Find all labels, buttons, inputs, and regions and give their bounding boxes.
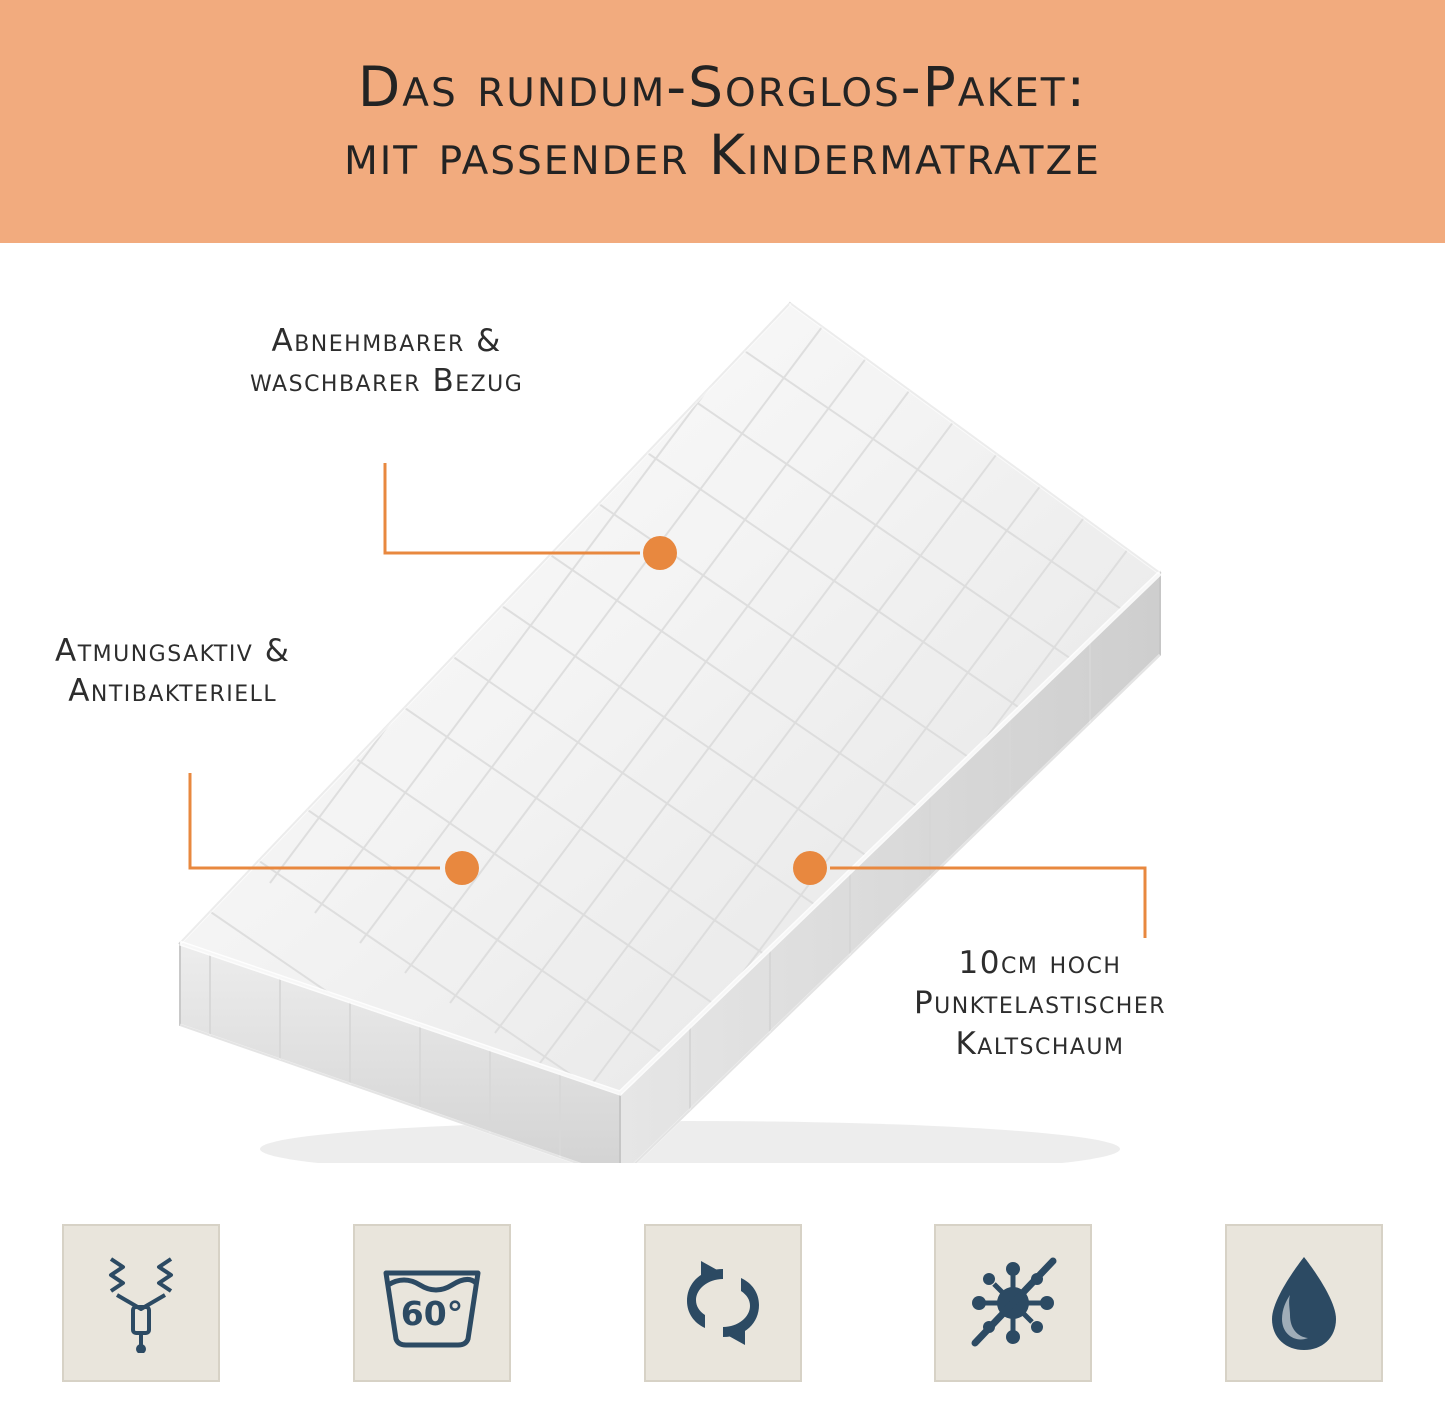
callout-foam-height-line-3: Kaltschaum [955, 1025, 1125, 1062]
breathable-circulation-icon [644, 1224, 802, 1382]
svg-text:60°: 60° [400, 1294, 463, 1333]
callout-foam-height [914, 943, 1166, 1064]
washing-60-icon [353, 1224, 511, 1382]
callout-removable-cover [250, 321, 523, 402]
callout-breathable-line-1: Atmungsaktiv & [55, 633, 291, 669]
callout-foam-height-line-1: 10cm hoch [958, 945, 1122, 981]
callout-removable-cover-line-1: Abnehmbarer & [271, 323, 502, 359]
callout-breathable [55, 631, 290, 712]
feature-icon-row [0, 1213, 1445, 1393]
product-stage [0, 243, 1445, 1411]
header-banner [0, 0, 1445, 243]
header-title-line-1: Das rundum-Sorglos-Paket: [357, 55, 1088, 120]
header-title-line-2: mit passender Kindermatratze [344, 122, 1101, 187]
moisture-repellent-icon [1225, 1224, 1383, 1382]
callout-breathable-line-2: Antibakteriell [68, 673, 278, 710]
zipper-icon [62, 1224, 220, 1382]
callout-foam-height-line-2: Punktelastischer [913, 985, 1167, 1022]
antibacterial-icon [934, 1224, 1092, 1382]
callout-removable-cover-line-2: waschbarer Bezug [250, 363, 524, 400]
